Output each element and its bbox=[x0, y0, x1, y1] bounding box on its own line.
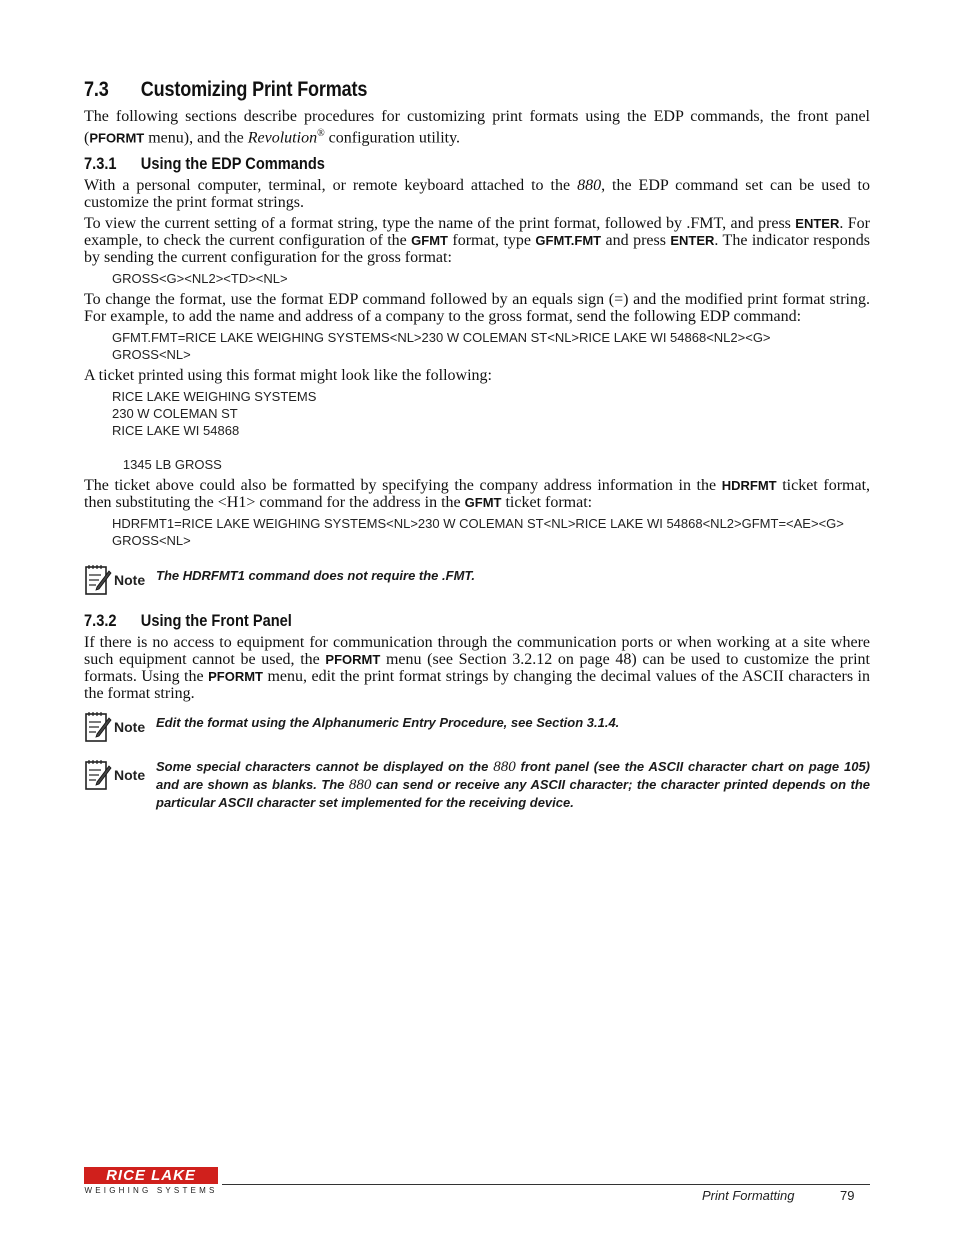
subsection-heading-edp bbox=[84, 154, 868, 174]
subsection-heading-front-panel bbox=[84, 611, 868, 631]
logo-wordmark: RICE LAKE bbox=[84, 1167, 218, 1184]
footer-divider bbox=[222, 1184, 870, 1185]
subsection-title: Using the EDP Commands bbox=[140, 154, 325, 174]
notepad-pencil-icon bbox=[84, 758, 112, 792]
front-panel-paragraph: If there is no access to equipment for communication through the communication ports or when working at a site where such equipment cannot be used, the PFORMT menu (see Section 3.2.12 on page 48) can be used to customize the print formats. Using the PFORMT menu, edit the print format strings by changing the decimal values of the ASCII characters in the format string. bbox=[84, 634, 871, 703]
page-number: 79 bbox=[840, 1188, 855, 1203]
subsection-number: 7.3.1 bbox=[84, 154, 117, 174]
edp-paragraph-1: With a personal computer, terminal, or remote keyboard attached to the 880, the EDP command set can be used to customize the print format strings. bbox=[84, 177, 870, 212]
intro-paragraph: The following sections describe procedures for customizing print formats using the EDP commands, the front panel (PFORMT menu), and the Revolution® configuration utility. bbox=[84, 108, 870, 147]
rice-lake-logo bbox=[84, 1167, 218, 1195]
notepad-pencil-icon bbox=[84, 563, 112, 597]
code-gfmt-command: GFMT.FMT=RICE LAKE WEIGHING SYSTEMS<NL>230 W COLEMAN ST<NL>RICE LAKE WI 54868<NL2><G> GROSS<NL> bbox=[112, 330, 771, 363]
section-number: 7.3 bbox=[84, 78, 109, 101]
note-label: Note bbox=[114, 719, 146, 736]
code-gross-format: GROSS<G><NL2><TD><NL> bbox=[112, 271, 288, 287]
code-hdrfmt-command: HDRFMT1=RICE LAKE WEIGHING SYSTEMS<NL>230 W COLEMAN ST<NL>RICE LAKE WI 54868<NL2>GFMT=<AE><G> GROSS<NL> bbox=[112, 516, 844, 549]
subsection-title: Using the Front Panel bbox=[140, 611, 292, 631]
ticket-example: RICE LAKE WEIGHING SYSTEMS 230 W COLEMAN ST RICE LAKE WI 54868 1345 LB GROSS bbox=[112, 389, 317, 473]
notepad-pencil-icon bbox=[84, 710, 112, 744]
edp-paragraph-5: The ticket above could also be formatted by specifying the company address information in the HDRFMT ticket format, then substituting the <H1> command for the address in the GFMT ticket format: bbox=[84, 477, 871, 512]
edp-paragraph-3: To change the format, use the format EDP command followed by an equals sign (=) and the modified print format string. For example, to add the name and address of a company to the gross format, send the following EDP command: bbox=[84, 291, 870, 326]
edp-paragraph-4: A ticket printed using this format might look like the following: bbox=[84, 367, 492, 385]
logo-tagline: WEIGHING SYSTEMS bbox=[84, 1186, 218, 1195]
section-heading bbox=[84, 78, 868, 102]
note-alphanumeric-entry bbox=[84, 710, 870, 744]
footer-section-name: Print Formatting bbox=[702, 1188, 795, 1203]
note-special-characters bbox=[84, 754, 870, 811]
note-hdrfmt bbox=[84, 563, 870, 597]
note-label: Note bbox=[114, 572, 146, 589]
note-text: Some special characters cannot be displayed on the 880 front panel (see the ASCII character chart on page 105) and are shown as blanks. The 880 can send or receive any ASCII character; the character printed depends on the particular ASCII character set implemented for the receiving device. bbox=[156, 759, 871, 811]
page-content bbox=[84, 72, 870, 821]
subsection-number: 7.3.2 bbox=[84, 611, 117, 631]
section-title: Customizing Print Formats bbox=[140, 78, 368, 101]
note-text: Edit the format using the Alphanumeric Entry Procedure, see Section 3.1.4. bbox=[156, 715, 620, 731]
note-text: The HDRFMT1 command does not require the .FMT. bbox=[156, 568, 475, 584]
note-label: Note bbox=[114, 767, 146, 784]
edp-paragraph-2: To view the current setting of a format string, type the name of the print format, followed by .FMT, and press ENTER. For example, to check the current configuration of the GFMT format, type GFMT.FMT and press ENTER. The indicator responds by sending the current configuration for the gross format: bbox=[84, 215, 870, 267]
